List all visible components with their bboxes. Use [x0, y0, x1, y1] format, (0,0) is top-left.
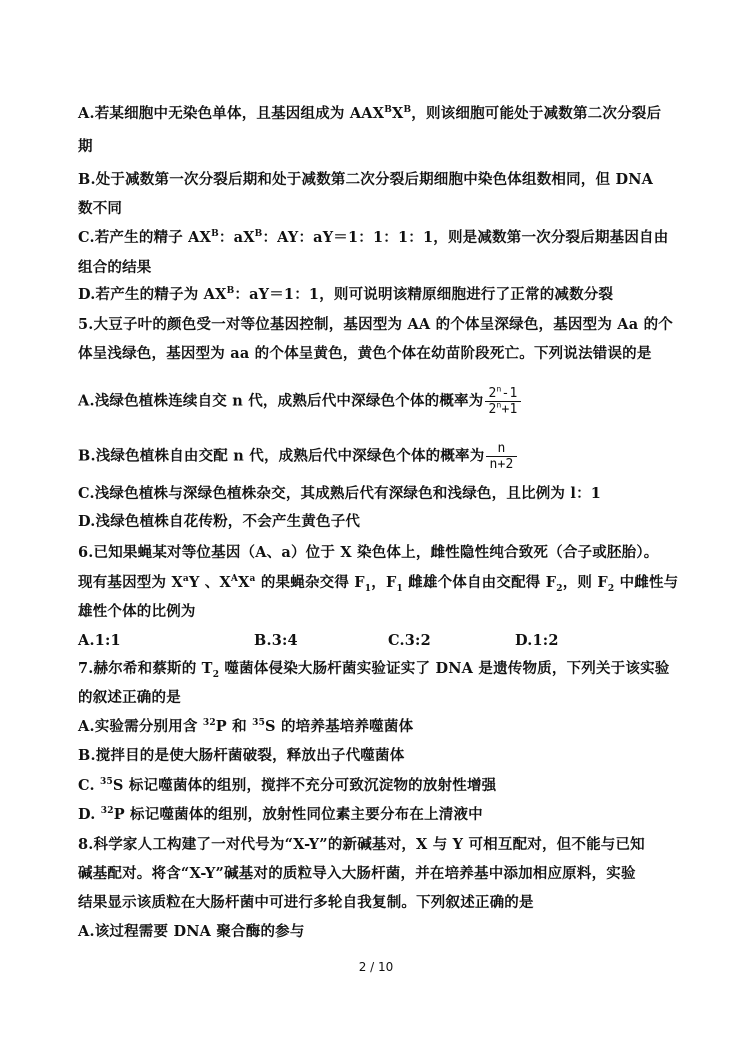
q5-option-a: A.浅绿色植株连续自交 n 代，成熟后代中深绿色个体的概率为 $\frac{2^n-1}{2^n+1}$	[78, 386, 521, 417]
q5-stem-line-2: 体呈浅绿色，基因型为 aa 的个体呈黄色，黄色个体在幼苗阶段死亡。下列说法错误的是	[78, 345, 652, 362]
q6-stem-line-3: 雄性个体的比例为	[78, 603, 196, 620]
q4-option-b: B.处于减数第一次分裂后期和处于减数第二次分裂后期细胞中染色体组数相同，但 DNA	[78, 171, 654, 188]
q8-option-a: A.该过程需要 DNA 聚合酶的参与	[78, 923, 305, 940]
q4-option-b-continued: 数不同	[78, 200, 123, 217]
q6-option-a: A.1:1	[78, 632, 121, 649]
q4-option-d: D.若产生的精子为 $AX^B$：aY＝1：1，则可说明该精原细胞进行了正常的减数分裂	[78, 286, 614, 303]
q7-stem-line-1: 7.赫尔希和蔡斯的 $T_2$ 噬菌体侵染大肠杆菌实验证实了 DNA 是遗传物质，下列关于该实验	[78, 660, 670, 680]
q6-stem-line-2: 现有基因型为 $X^aY$ 、$X^AX^a$ 的果蝇杂交得 $F_1$，$F_1$ 雌雄个体自由交配得 $F_2$，则 $F_2$ 中雌性与	[78, 574, 679, 594]
q6-stem-line-1: 6.已知果蝇某对等位基因（A、a）位于 X 染色体上，雌性隐性纯合致死（合子或胚胎）。	[78, 544, 659, 561]
q7-option-b: B.搅拌目的是使大肠杆菌破裂，释放出子代噬菌体	[78, 747, 405, 764]
q8-stem-line-2: 碱基配对。将含“X-Y”碱基对的质粒导入大肠杆菌，并在培养基中添加相应原料，实验	[78, 865, 636, 882]
q7-option-d: D. $^{32}$P 标记噬菌体的组别，放射性同位素主要分布在上清液中	[78, 806, 483, 823]
q6-option-d: D.1:2	[515, 632, 559, 649]
q6-option-c: C.3:2	[388, 632, 431, 649]
q4-option-a-continued: 期	[78, 138, 93, 155]
q8-stem-line-3: 结果显示该质粒在大肠杆菌中可进行多轮自我复制。下列叙述正确的是	[78, 894, 534, 911]
q5-option-b: B.浅绿色植株自由交配 n 代，成熟后代中深绿色个体的概率为 $\frac{n}{n+2}$	[78, 441, 517, 472]
q7-stem-line-2: 的叙述正确的是	[78, 689, 181, 706]
q5-stem-line-1: 5.大豆子叶的颜色受一对等位基因控制，基因型为 AA 的个体呈深绿色，基因型为 Aa 的个	[78, 316, 673, 333]
q6-option-b: B.3:4	[254, 632, 298, 649]
q5-option-d: D.浅绿色植株自花传粉，不会产生黄色子代	[78, 513, 361, 530]
page-number: 2 / 10	[358, 960, 394, 974]
q5-option-c: C.浅绿色植株与深绿色植株杂交，其成熟后代有深绿色和浅绿色，且比例为 l：1	[78, 485, 602, 502]
q4-option-c: C.若产生的精子 $AX^B$：$aX^B$：AY：aY＝1：1：1：1，则是减数第一次分裂后期基因自由	[78, 229, 669, 246]
q4-option-c-continued: 组合的结果	[78, 259, 152, 276]
fraction-option-a: $\frac{2^n-1}{2^n+1}$	[485, 386, 520, 417]
q4-option-a: A.若某细胞中无染色单体，且基因组成为 $AAX^BX^B$，则该细胞可能处于减数第二次分裂后	[78, 105, 662, 122]
q8-stem-line-1: 8.科学家人工构建了一对代号为“X-Y”的新碱基对，X 与 Y 可相互配对，但不能与已知	[78, 836, 645, 853]
q7-option-c: C. $^{35}$S 标记噬菌体的组别，搅拌不充分可致沉淀物的放射性增强	[78, 777, 497, 794]
fraction-option-b: $\frac{n}{n+2}$	[486, 441, 516, 472]
q7-option-a: A.实验需分别用含 $^{32}$P 和 $^{35}$S 的培养基培养噬菌体	[78, 718, 414, 735]
